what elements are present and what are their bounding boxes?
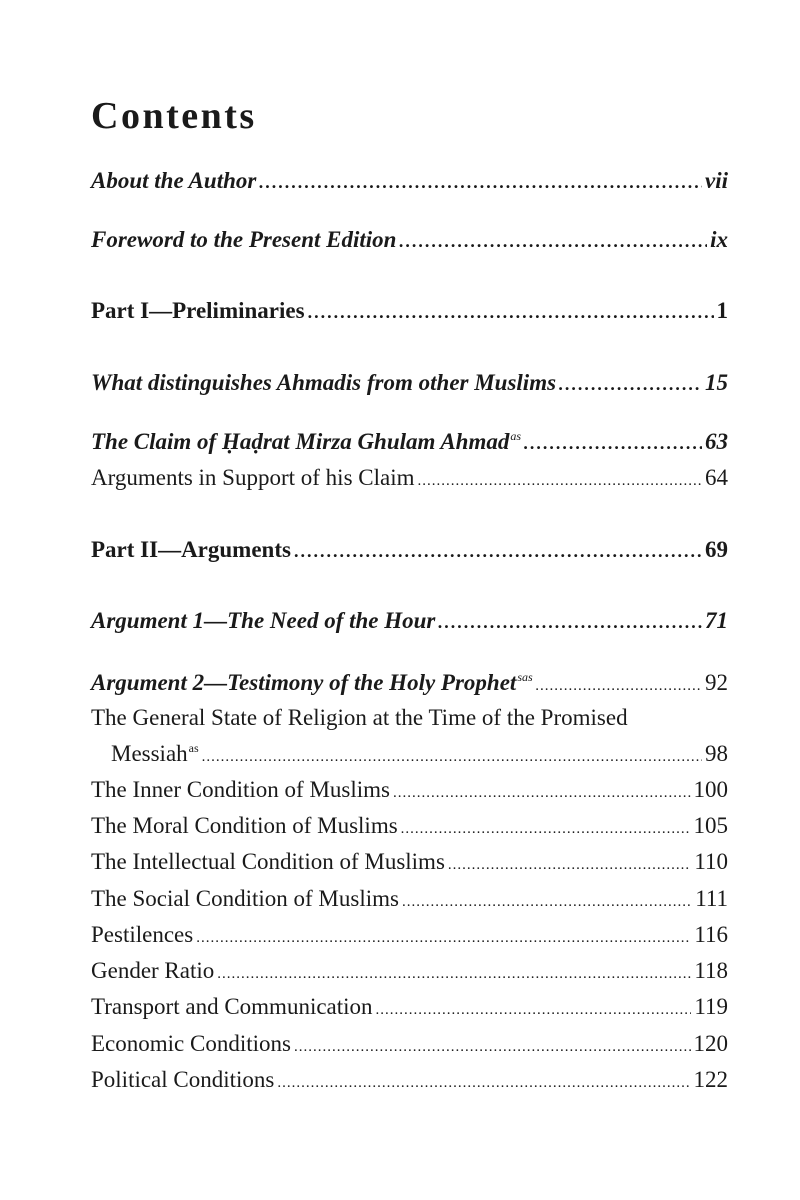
toc-page-number: 15 [705,370,728,395]
toc-entry-title: The Moral Condition of Muslims [91,813,398,838]
toc-entry-part-1[interactable] [91,296,728,327]
toc-entry-title: What distinguishes Ahmadis from other Muslims [91,370,557,395]
dot-leader [308,297,714,327]
toc-page-number: 118 [694,958,728,983]
toc-page-number: 98 [705,741,728,766]
dot-leader [448,850,691,880]
toc-entry-argument-2[interactable] [91,668,728,701]
toc-page-number: 111 [695,886,728,911]
toc-entry-argument-1[interactable] [91,606,728,637]
toc-entry-general-state-line1[interactable] [91,703,728,733]
dot-leader [259,167,702,197]
toc-page-number: 64 [705,465,728,490]
toc-entry-part-2[interactable] [91,535,728,566]
toc-entry-title: Gender Ratio [91,958,215,983]
dot-leader [196,923,691,953]
toc-entry-title: About the Author [91,168,257,193]
honorific-superscript: as [510,429,522,444]
toc-entry-title: The Inner Condition of Muslims [91,777,390,802]
toc-page-number: ix [710,227,728,252]
toc-entry-title: Political Conditions [91,1067,275,1092]
toc-entry-social-condition[interactable] [91,884,728,917]
page-title: Contents [91,95,257,137]
dot-leader [294,1032,691,1062]
toc-entry-title: The Social Condition of Muslims [91,886,399,911]
dot-leader [559,369,702,399]
toc-entry-title: Economic Conditions [91,1031,291,1056]
honorific-superscript: sas [517,670,533,685]
dot-leader [524,428,702,458]
toc-entry-title [91,427,521,457]
dot-leader [202,742,702,772]
toc-entry-title-text: The Claim of Ḥaḍrat Mirza Ghulam Ahmad [91,429,510,454]
toc-entry-title: Part I—Preliminaries [91,298,305,323]
toc-entry-title-text: Messiah [111,741,188,766]
dot-leader [418,466,703,496]
toc-entry-economic[interactable] [91,1029,728,1062]
toc-entry-title: Argument 1—The Need of the Hour [91,608,436,633]
dot-leader [399,226,707,256]
honorific-superscript: as [188,741,199,756]
toc-entry-foreword[interactable] [91,225,728,256]
toc-page-number: 105 [693,813,728,838]
toc-entry-transport[interactable] [91,992,728,1025]
toc-page-number: 100 [693,777,728,802]
toc-entry-moral-condition[interactable] [91,811,728,844]
table-of-contents [91,0,728,1200]
dot-leader [438,607,702,637]
dot-leader [401,814,691,844]
toc-entry-title: Pestilences [91,922,194,947]
toc-entry-title: Arguments in Support of his Claim [91,465,415,490]
toc-entry-title-text: Argument 2—Testimony of the Holy Prophet [91,670,517,695]
toc-page-number: 120 [693,1031,728,1056]
toc-entry-general-state-line2[interactable] [91,739,728,772]
toc-page-number: 69 [705,537,728,562]
toc-page-number: 116 [694,922,728,947]
toc-entry-title: The Intellectual Condition of Muslims [91,849,445,874]
toc-page-number: 63 [705,429,728,454]
toc-entry-title [91,668,533,698]
toc-page-number: 1 [716,298,728,323]
toc-page-number: 110 [694,849,728,874]
toc-page-number: 71 [705,608,728,633]
toc-entry-distinguishes[interactable] [91,368,728,399]
toc-entry-title: The General State of Religion at the Time of the Promised [91,705,628,730]
dot-leader [277,1068,690,1098]
toc-entry-claim[interactable] [91,427,728,458]
toc-page-number: 92 [705,670,728,695]
toc-page-number: 122 [693,1067,728,1092]
toc-page-number: 119 [694,994,728,1019]
dot-leader [536,671,702,701]
toc-entry-about-author[interactable] [91,166,728,197]
dot-leader [217,959,691,989]
dot-leader [393,778,691,808]
toc-entry-title [111,739,199,769]
dot-leader [402,887,692,917]
toc-entry-pestilences[interactable] [91,920,728,953]
toc-entry-inner-condition[interactable] [91,775,728,808]
toc-entry-political[interactable] [91,1065,728,1098]
dot-leader [376,995,692,1025]
toc-entry-title: Part II—Arguments [91,537,291,562]
toc-entry-gender-ratio[interactable] [91,956,728,989]
toc-entry-intellectual-condition[interactable] [91,847,728,880]
toc-entry-title: Transport and Communication [91,994,373,1019]
toc-entry-arguments-support[interactable] [91,463,728,496]
toc-page-number: vii [705,168,728,193]
dot-leader [294,536,702,566]
toc-entry-title: Foreword to the Present Edition [91,227,397,252]
